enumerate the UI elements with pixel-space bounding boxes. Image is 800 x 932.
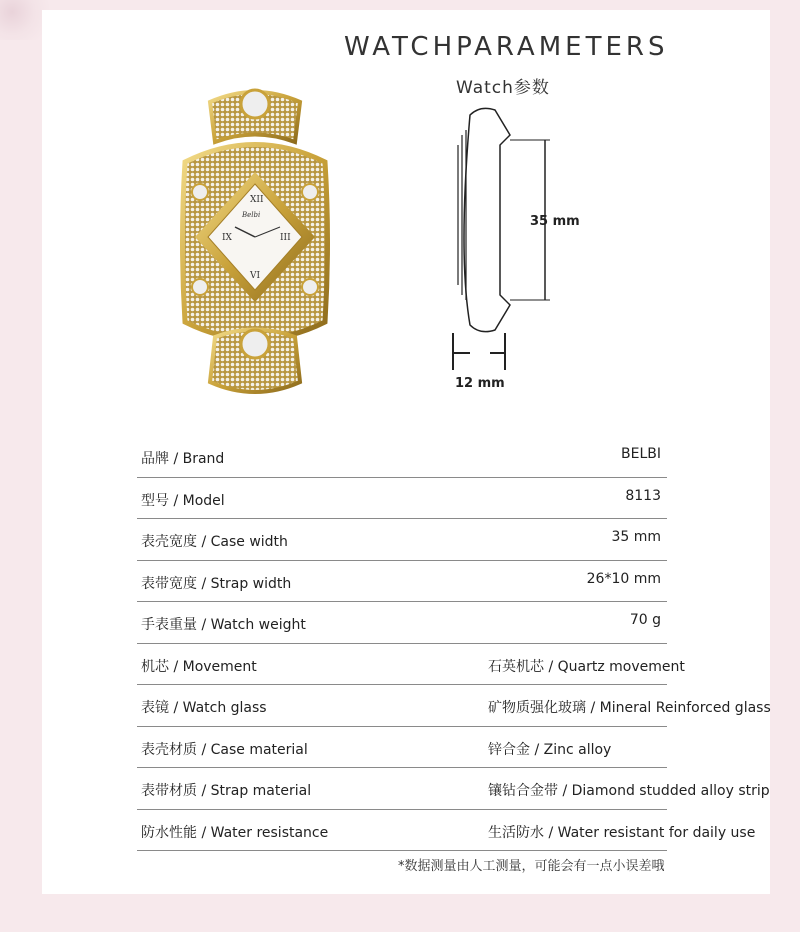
spec-label: 表壳材质 / Case material: [141, 741, 308, 758]
spec-label: 品牌 / Brand: [141, 451, 225, 467]
measurement-footnote: *数据测量由人工测量，可能会有一点小误差哦: [398, 859, 665, 874]
spec-value: 8113: [625, 487, 661, 504]
spec-value: 石英机芯 / Quartz movement: [488, 658, 685, 675]
spec-row-case-material: [137, 727, 667, 769]
spec-label: 表壳宽度 / Case width: [141, 534, 288, 550]
spec-label: 防水性能 / Water resistance: [141, 824, 329, 841]
spec-row-model: [137, 478, 667, 520]
spec-row-weight: [137, 602, 667, 644]
spec-value: 生活防水 / Water resistant for daily use: [488, 824, 756, 841]
spec-row-water-resistance: [137, 810, 756, 852]
spec-label: 型号 / Model: [141, 492, 225, 509]
svg-text:VI: VI: [250, 271, 261, 281]
spec-label: 表带宽度 / Strap width: [141, 575, 292, 592]
spec-row-brand: [137, 436, 667, 478]
spec-value: BELBI: [621, 446, 661, 462]
spec-value: 镶钻合金带 / Diamond studded alloy strip: [488, 783, 770, 799]
spec-label: 表镜 / Watch glass: [141, 700, 267, 716]
watch-image: [170, 82, 340, 402]
spec-value: 矿物质强化玻璃 / Mineral Reinforced glass: [488, 700, 771, 716]
spec-label: 机芯 / Movement: [141, 658, 257, 675]
spec-value: 26*10 mm: [586, 570, 661, 587]
case-profile-diagram: [440, 105, 600, 405]
case-width-dimension-label: 35 mm: [530, 214, 580, 229]
spec-row-glass: [137, 685, 771, 727]
spec-row-strap-width: [137, 561, 667, 603]
svg-text:XII: XII: [250, 195, 264, 205]
svg-text:III: III: [280, 233, 291, 243]
watch-face-brand: Belbi: [242, 211, 261, 219]
page-subtitle: Watch参数: [456, 78, 550, 98]
spec-value: 锌合金 / Zinc alloy: [488, 741, 612, 758]
spec-value: 70 g: [629, 612, 661, 628]
page-title: WATCHPARAMETERS: [344, 32, 669, 62]
spec-row-case-width: [137, 519, 667, 561]
svg-text:IX: IX: [222, 233, 232, 243]
spec-row-movement: [137, 644, 685, 686]
spec-label: 手表重量 / Watch weight: [141, 617, 306, 633]
thickness-dimension-label: 12 mm: [455, 376, 505, 391]
specs-table: [137, 436, 771, 851]
spec-row-strap-material: [137, 768, 770, 810]
spec-value: 35 mm: [611, 529, 661, 545]
spec-label: 表带材质 / Strap material: [141, 783, 312, 799]
